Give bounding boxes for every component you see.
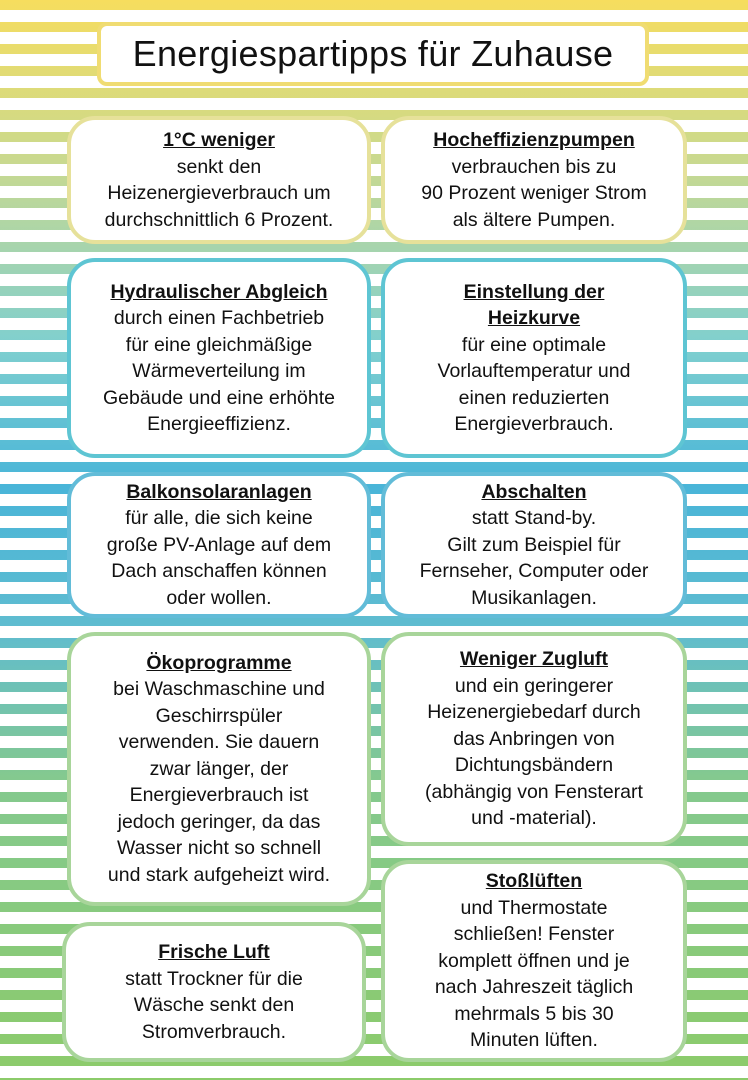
tip-card-7	[67, 632, 371, 906]
tip-line: bei Waschmaschine und	[113, 678, 325, 701]
tip-line: Energieverbrauch ist	[129, 784, 309, 807]
tip-line: Geschirrspüler	[155, 704, 283, 727]
tip-line: für eine optimale	[461, 333, 607, 356]
tip-line: verwenden. Sie dauern	[118, 731, 320, 754]
tip-line: Wärmeverteilung im	[132, 360, 306, 382]
tip-card-3	[67, 258, 371, 458]
tip-line: für eine gleichmäßige	[125, 333, 313, 356]
tip-line: komplett öffnen und je	[438, 949, 630, 972]
tip-line: Dach anschaffen können	[111, 560, 327, 583]
tip-line: (abhängig von Fensterart	[425, 780, 643, 803]
tip-line: Vorlauftemperatur und	[437, 360, 631, 382]
tip-line: statt Trockner für die	[125, 967, 303, 990]
tip-line: senkt den	[176, 155, 262, 178]
tip-line: 90 Prozent weniger Strom	[421, 182, 647, 204]
tip-line: durchschnittlich 6 Prozent.	[104, 208, 334, 231]
tip-line: Energieverbrauch.	[454, 413, 614, 435]
tip-card-4	[381, 258, 687, 458]
tip-card-6	[381, 472, 687, 618]
tip-line: das Anbringen von	[453, 727, 615, 750]
tip-line: Heizenergieverbrauch um	[107, 182, 331, 204]
tip-card-8	[381, 632, 687, 846]
tip-heading: Abschalten	[481, 480, 587, 503]
tip-line: schließen! Fenster	[453, 923, 615, 946]
tip-line: und stark aufgeheizt wird.	[107, 863, 331, 886]
page-title: Energiespartipps für Zuhause	[132, 33, 614, 74]
tip-heading: Hydraulischer Abgleich	[110, 280, 328, 303]
tip-line: und Thermostate	[460, 896, 608, 919]
tip-card-9	[62, 922, 366, 1062]
tip-line: Musikanlagen.	[471, 586, 597, 609]
tip-heading: 1°C weniger	[163, 129, 275, 151]
tip-line: Heizenergiebedarf durch	[427, 701, 641, 724]
tip-line: statt Stand-by.	[471, 507, 597, 530]
tip-line: Stromverbrauch.	[141, 1020, 287, 1043]
tip-line: Fernseher, Computer oder	[419, 560, 649, 583]
tip-line: oder wollen.	[166, 586, 272, 609]
tip-heading: Einstellung der Heizkurve	[463, 280, 605, 329]
tip-line: für alle, die sich keine	[125, 507, 313, 530]
tip-line: Wäsche senkt den	[133, 994, 295, 1016]
tip-line: zwar länger, der	[149, 757, 289, 780]
tip-heading: Balkonsolaranlagen	[126, 480, 312, 503]
tip-line: Dichtungsbändern	[454, 754, 614, 777]
tip-card-1	[67, 116, 371, 244]
tip-line: einen reduzierten	[458, 386, 610, 409]
tip-heading: Ökoprogramme	[146, 651, 292, 674]
tip-heading: Stoßlüften	[485, 870, 583, 893]
tip-line: als ältere Pumpen.	[452, 208, 616, 231]
tip-card-10	[381, 860, 687, 1062]
title-box	[97, 22, 649, 86]
tip-line: jedoch geringer, da das	[117, 810, 321, 833]
tip-line: Wasser nicht so schnell	[116, 837, 322, 860]
tip-line: Energieeffizienz.	[147, 413, 291, 435]
tip-line: Gebäude und eine erhöhte	[102, 386, 336, 409]
tip-card-5	[67, 472, 371, 618]
tip-line: nach Jahreszeit täglich	[434, 976, 634, 999]
tip-line: Gilt zum Beispiel für	[447, 533, 621, 556]
tip-line: und -material).	[471, 807, 597, 830]
tip-card-2	[381, 116, 687, 244]
tip-line: durch einen Fachbetrieb	[113, 307, 325, 329]
tip-line: verbrauchen bis zu	[451, 155, 617, 178]
tip-heading: Frische Luft	[158, 941, 270, 963]
tip-heading: Weniger Zugluft	[459, 648, 609, 671]
tip-line: Minuten lüften.	[470, 1029, 598, 1052]
tip-line: mehrmals 5 bis 30	[454, 1002, 614, 1025]
tip-line: große PV-Anlage auf dem	[106, 533, 332, 556]
tip-line: und ein geringerer	[454, 674, 614, 697]
tip-heading: Hocheffizienzpumpen	[433, 129, 635, 151]
